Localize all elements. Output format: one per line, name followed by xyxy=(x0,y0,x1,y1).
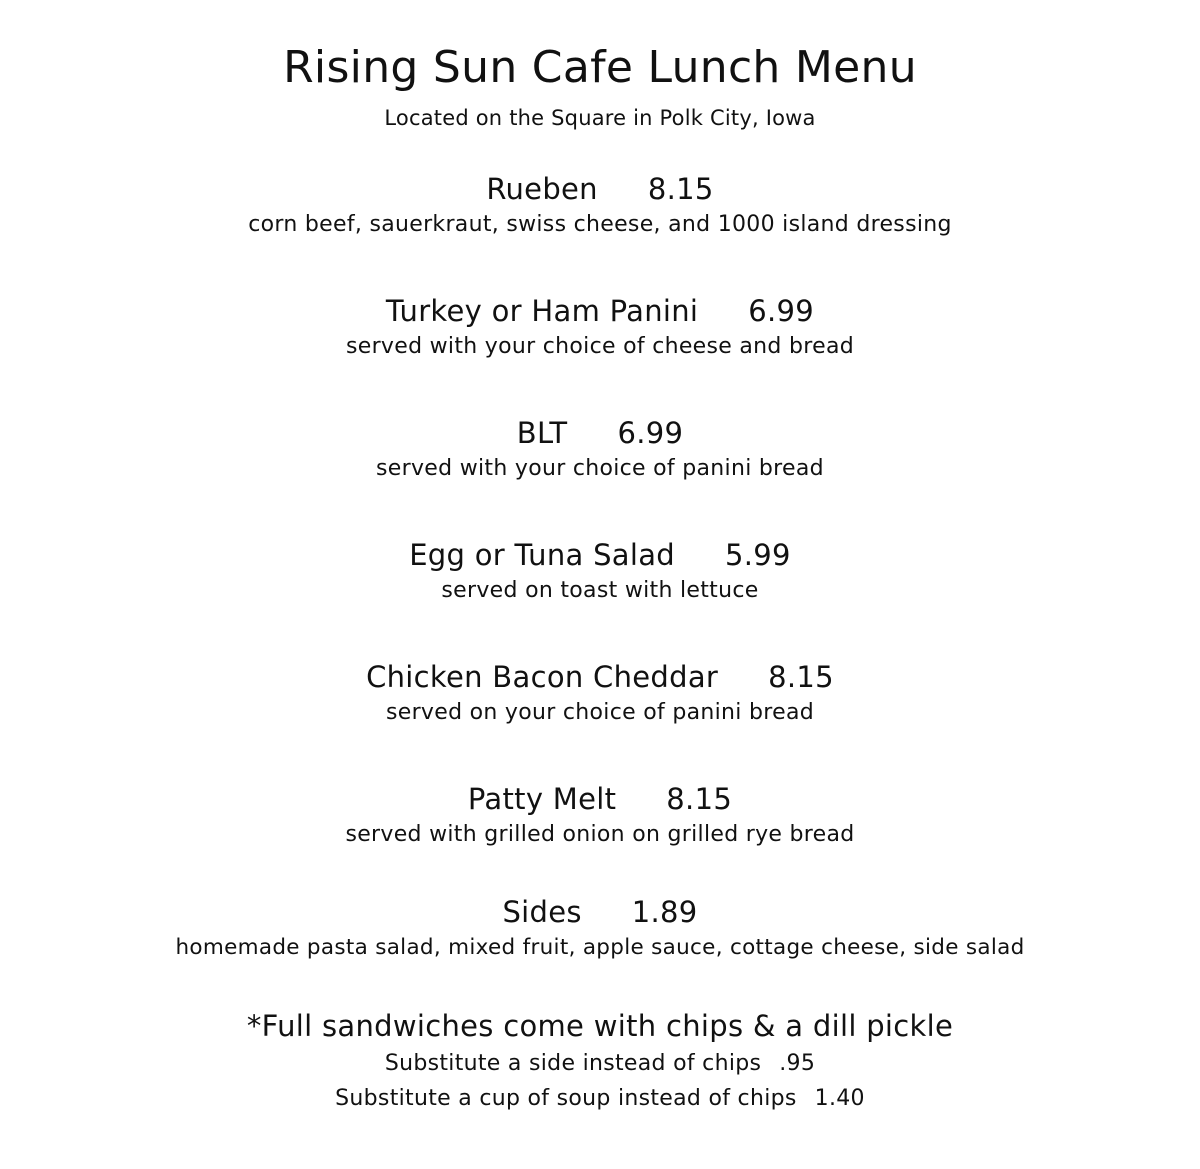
item-description: homemade pasta salad, mixed fruit, apple sauce, cottage cheese, side salad xyxy=(175,935,1025,960)
item-name: BLT xyxy=(516,416,568,450)
item-price: 8.15 xyxy=(666,782,733,816)
item-heading xyxy=(0,413,1200,453)
item-name: Turkey or Ham Panini xyxy=(385,294,699,328)
item-description: served with grilled onion on grilled rye bread xyxy=(345,822,855,847)
item-description: served on toast with lettuce xyxy=(441,578,759,603)
item-price: 6.99 xyxy=(748,294,815,328)
menu-title: Rising Sun Cafe Lunch Menu xyxy=(283,42,917,93)
item-description: served with your choice of cheese and bread xyxy=(345,334,854,359)
substitution-price: .95 xyxy=(779,1051,816,1076)
item-heading xyxy=(0,657,1200,697)
item-price: 5.99 xyxy=(725,538,791,572)
substitution-text: Substitute a cup of soup instead of chips xyxy=(335,1086,797,1111)
menu-footer xyxy=(0,1006,1200,1116)
item-price: 1.89 xyxy=(631,895,698,929)
menu-item-chicken-bacon-cheddar xyxy=(0,657,1200,729)
menu-item-sides xyxy=(0,892,1200,964)
menu-location: Located on the Square in Polk City, Iowa xyxy=(384,106,816,130)
sandwich-footnote: *Full sandwiches come with chips & a dill pickle xyxy=(246,1009,954,1043)
item-heading xyxy=(0,169,1200,209)
menu-item-rueben xyxy=(0,169,1200,241)
item-price: 8.15 xyxy=(647,172,714,206)
item-heading xyxy=(0,291,1200,331)
item-name: Patty Melt xyxy=(467,782,617,816)
item-name: Chicken Bacon Cheddar xyxy=(366,660,719,694)
item-description: corn beef, sauerkraut, swiss cheese, and 1000 island dressing xyxy=(248,212,952,237)
substitution-side xyxy=(0,1046,1200,1081)
substitution-price: 1.40 xyxy=(814,1086,865,1111)
substitution-soup xyxy=(0,1081,1200,1116)
substitution-text: Substitute a side instead of chips xyxy=(384,1051,762,1076)
item-heading xyxy=(0,535,1200,575)
item-description: served with your choice of panini bread xyxy=(376,456,824,481)
menu-item-patty-melt xyxy=(0,779,1200,851)
item-description: served on your choice of panini bread xyxy=(385,700,814,725)
item-heading xyxy=(0,779,1200,819)
item-name: Sides xyxy=(502,895,582,929)
item-heading xyxy=(0,892,1200,932)
menu-item-turkey-ham-panini xyxy=(0,291,1200,363)
item-price: 8.15 xyxy=(768,660,834,694)
menu-item-blt xyxy=(0,413,1200,485)
item-name: Rueben xyxy=(486,172,598,206)
menu-item-egg-tuna-salad xyxy=(0,535,1200,607)
item-name: Egg or Tuna Salad xyxy=(409,538,676,572)
item-price: 6.99 xyxy=(617,416,684,450)
